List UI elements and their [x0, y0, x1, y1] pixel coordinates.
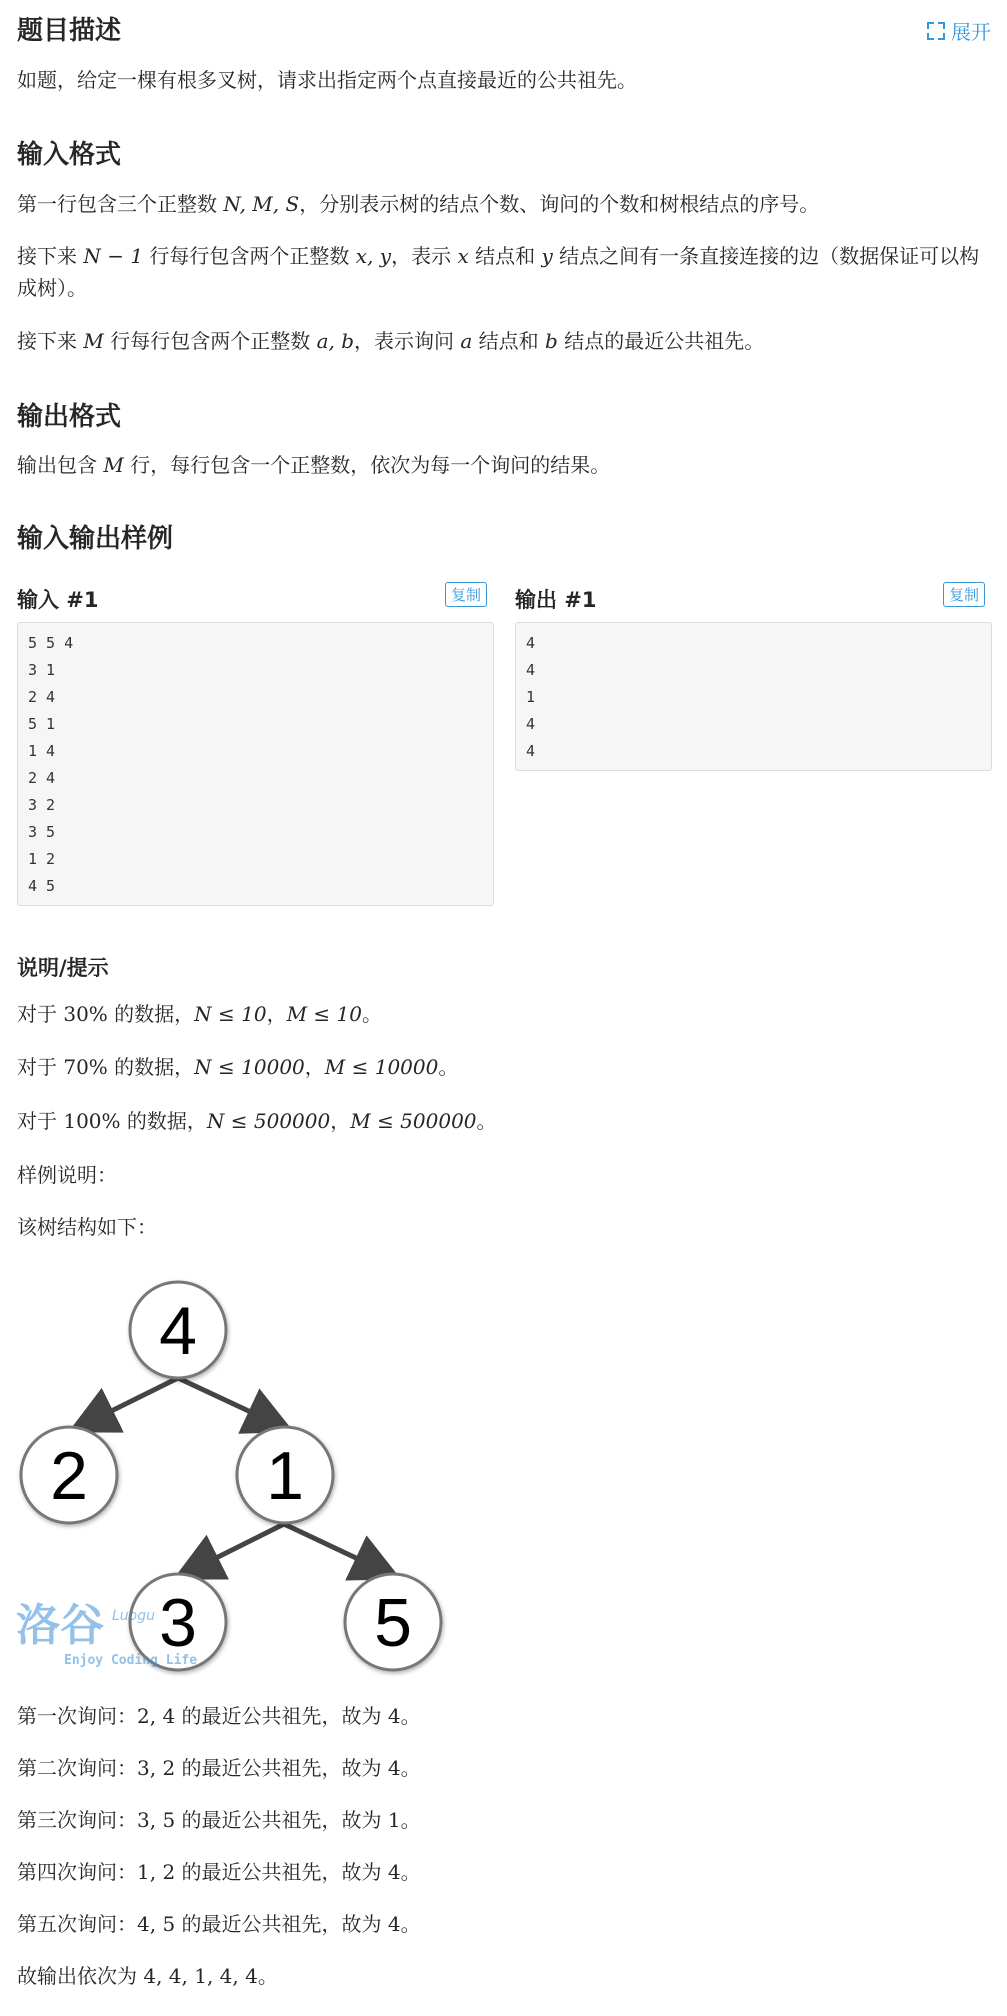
tree-edge-4-1 [178, 1378, 285, 1428]
section-title-description: 题目描述 [17, 16, 122, 46]
input-format-line-3: 接下来 M 行每行包含两个正整数 a, b，表示询问 a 结点和 b 结点的最近公共祖先。 [17, 329, 765, 353]
hint-range-100: 对于 100% 的数据，N ≤ 500000，M ≤ 500000。 [17, 1109, 497, 1133]
tree-node-2 [21, 1427, 117, 1523]
section-title-input-format: 输入格式 [17, 140, 122, 170]
expand-icon [927, 22, 945, 40]
tree-node-4 [130, 1282, 226, 1378]
svg-text:Enjoy Coding Life: Enjoy Coding Life [64, 1653, 198, 1668]
code-line: 4 [526, 742, 536, 760]
svg-text:2: 2 [50, 1438, 88, 1514]
sample-explain-label: 样例说明： [17, 1163, 117, 1187]
tree-node-5 [345, 1574, 441, 1670]
final-output-line: 故输出依次为 4, 4, 1, 4, 4。 [17, 1964, 278, 1988]
code-line: 1 [526, 688, 536, 706]
query-line: 第五次询问：4, 5 的最近公共祖先，故为 4。 [17, 1912, 421, 1936]
tree-node-1 [237, 1427, 333, 1523]
query-line: 第二次询问：3, 2 的最近公共祖先，故为 4。 [17, 1756, 421, 1780]
expand-label: 展开 [951, 20, 991, 44]
code-line: 3 5 [28, 823, 56, 841]
sample-input-box[interactable] [17, 622, 494, 906]
tree-edge-1-3 [182, 1524, 284, 1575]
description-text: 如题，给定一棵有根多叉树，请求出指定两个点直接最近的公共祖先。 [17, 68, 637, 92]
code-line: 2 4 [28, 769, 56, 787]
code-line: 5 1 [28, 715, 56, 733]
code-line: 3 2 [28, 796, 56, 814]
copy-input-button[interactable]: 复制 [445, 582, 487, 607]
query-line: 第一次询问：2, 4 的最近公共祖先，故为 4。 [17, 1704, 421, 1728]
input-format-line-1: 第一行包含三个正整数 N, M, S，分别表示树的结点个数、询问的个数和树根结点的序号。 [17, 192, 820, 216]
code-line: 4 5 [28, 877, 56, 895]
hint-range-70: 对于 70% 的数据，N ≤ 10000，M ≤ 10000。 [17, 1055, 459, 1079]
section-title-samples: 输入输出样例 [17, 524, 174, 554]
output-format-line: 输出包含 M 行，每行包含一个正整数，依次为每一个询问的结果。 [17, 453, 611, 477]
code-line: 4 [526, 661, 536, 679]
svg-text:1: 1 [266, 1438, 304, 1514]
sample-output-box[interactable] [515, 622, 992, 771]
code-line: 1 2 [28, 850, 56, 868]
section-title-hints: 说明/提示 [17, 956, 109, 980]
tree-edge-1-5 [284, 1524, 392, 1575]
hint-range-30: 对于 30% 的数据，N ≤ 10，M ≤ 10。 [17, 1002, 382, 1026]
svg-text:4: 4 [159, 1293, 197, 1369]
svg-text:洛谷: 洛谷 [16, 1600, 104, 1651]
copy-output-button[interactable]: 复制 [943, 582, 985, 607]
code-line: 1 4 [28, 742, 56, 760]
query-line: 第四次询问：1, 2 的最近公共祖先，故为 4。 [17, 1860, 421, 1884]
code-line: 4 [526, 715, 536, 733]
section-title-output-format: 输出格式 [17, 402, 122, 432]
tree-intro: 该树结构如下： [17, 1215, 157, 1239]
sample-input-label: 输入 #1 [17, 588, 99, 612]
code-line: 4 [526, 634, 536, 652]
query-line: 第三次询问：3, 5 的最近公共祖先，故为 1。 [17, 1808, 421, 1832]
code-line: 2 4 [28, 688, 56, 706]
input-format-line-2: 接下来 N − 1 行每行包含两个正整数 x, y，表示 x 结点和 y 结点之间有一条直接连接的边（数据保证可以构成树）。 [17, 244, 980, 300]
code-line: 5 5 4 [28, 634, 74, 652]
sample-output-label: 输出 #1 [515, 588, 597, 612]
svg-text:Luogu: Luogu [112, 1608, 155, 1624]
tree-edge-4-2 [77, 1378, 178, 1428]
code-line: 3 1 [28, 661, 56, 679]
svg-text:3: 3 [159, 1585, 197, 1661]
expand-button[interactable] [927, 16, 991, 45]
svg-text:5: 5 [374, 1585, 412, 1661]
tree-diagram [12, 1270, 452, 1690]
